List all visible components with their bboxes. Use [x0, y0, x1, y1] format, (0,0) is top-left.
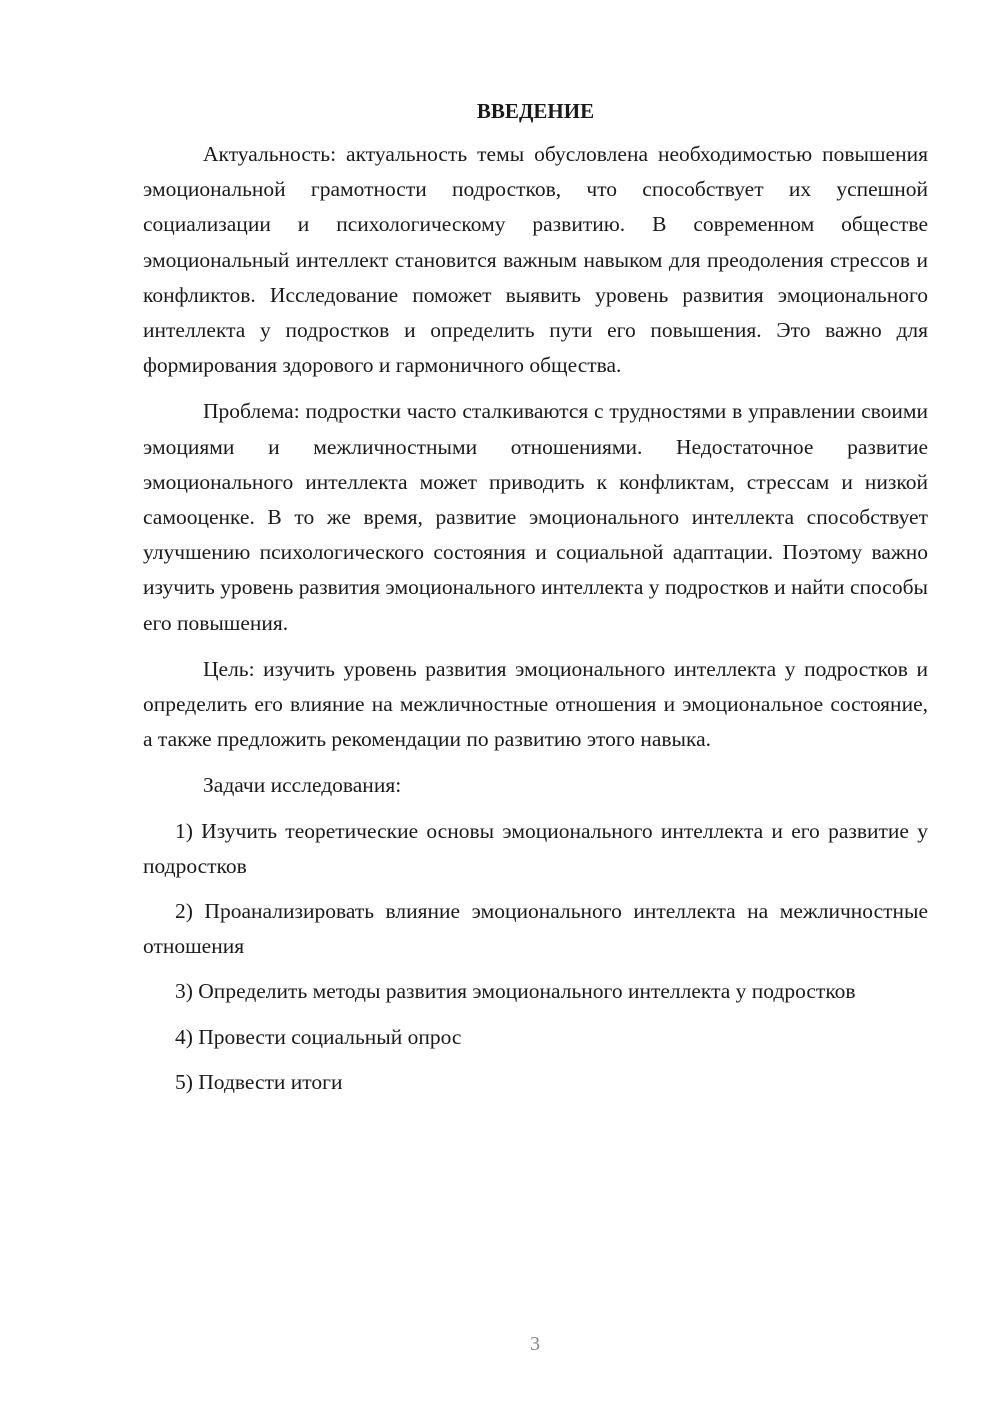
section-title: ВВЕДЕНИЕ [476, 99, 595, 123]
paragraph-goal: Цель: изучить уровень развития эмоционального интеллекта у подростков и определить его влияние на межличностные отношения и эмоциональное состояние, а также предложить рекомендации по развитию этого навыка. [143, 656, 928, 752]
spacer [143, 1055, 928, 1065]
task-item-1: 1) Изучить теоретические основы эмоционального интеллекта и его развитие у подростков [143, 818, 928, 878]
spacer [143, 804, 928, 814]
task-item-3: 3) Определить методы развития эмоционального интеллекта у подростков [175, 979, 856, 1004]
spacer [143, 127, 928, 137]
paragraph-relevance: Актуальность: актуальность темы обусловлена необходимостью повышения эмоциональной грамотности подростков, что способствует их успешной социализации и психологическому развитию. В современном обществе эмоциональный интеллект становится важным навыком для преодоления стрессов и конфликтов. Исследование поможет выявить уровень развития эмоционального интеллекта у подростков и определить пути его повышения. Это важно для формирования здорового и гармоничного общества. [143, 142, 928, 378]
paragraph-problem: Проблема: подростки часто сталкиваются с трудностями в управлении своими эмоциями и межличностными отношениями. Недостаточное развитие эмоционального интеллекта может приводить к конфликтам, стрессам и низкой самооценке. В то же время, развитие эмоционального интеллекта способствует улучшению психологического состояния и социальной адаптации. Поэтому важно изучить уровень развития эмоционального интеллекта у подростков и найти способы его повышения. [143, 399, 928, 635]
task-item-5: 5) Подвести итоги [175, 1069, 343, 1094]
task-item-4: 4) Провести социальный опрос [175, 1024, 462, 1049]
paragraph-tasks-heading: Задачи исследования: [203, 773, 402, 798]
spacer [143, 383, 928, 394]
spacer [143, 757, 928, 768]
spacer [143, 884, 928, 894]
task-item-2: 2) Проанализировать влияние эмоционального интеллекта на межличностные отношения [143, 899, 928, 959]
spacer [143, 641, 928, 652]
document-page [143, 95, 928, 1100]
page-number: 3 [530, 1333, 540, 1355]
spacer [143, 964, 928, 974]
spacer [143, 1010, 928, 1020]
